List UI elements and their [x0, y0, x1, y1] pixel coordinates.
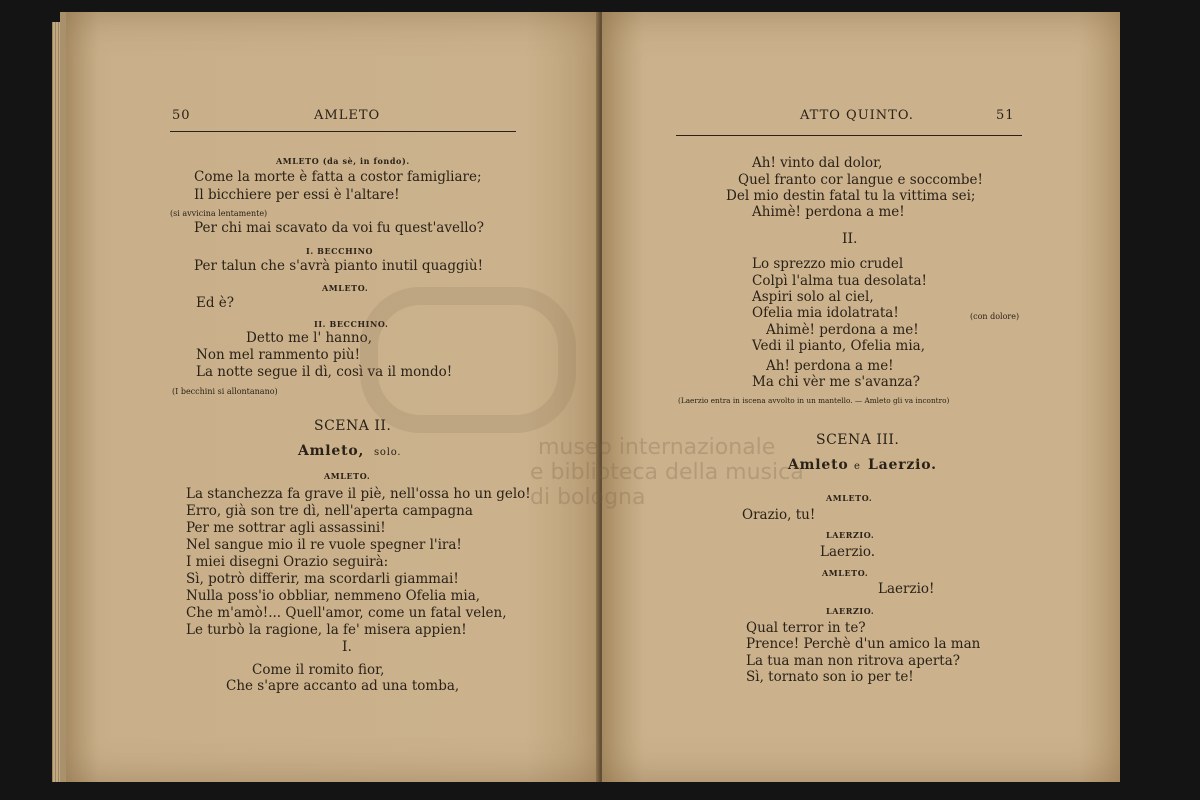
- header-rule: [170, 131, 516, 132]
- speaker-label: AMLETO.: [822, 568, 869, 578]
- watermark-logo: [360, 287, 576, 433]
- verse-line: Nulla poss'io obbliar, nemmeno Ofelia mia,: [186, 588, 481, 604]
- stage-direction: (si avvicina lentamente): [170, 209, 268, 218]
- stanza-number: I.: [342, 639, 352, 655]
- verse-line: Laerzio.: [820, 544, 876, 560]
- verse-line: Del mio destin fatal tu la vittima sei;: [726, 188, 976, 204]
- watermark-line: e biblioteca della musica: [530, 460, 804, 485]
- verse-line: Ahimè! perdona a me!: [752, 204, 905, 220]
- verse-line: Ah! perdona a me!: [766, 358, 894, 374]
- page-edges: [52, 22, 60, 782]
- speaker-label: LAERZIO.: [826, 606, 875, 616]
- speaker-label: LAERZIO.: [826, 530, 875, 540]
- watermark-line: museo internazionale: [538, 435, 776, 460]
- verse-line: La stanchezza fa grave il piè, nell'ossa ho un gelo!: [186, 486, 531, 502]
- stage-direction: (Laerzio entra in iscena avvolto in un mantello. — Amleto gli va incontro): [678, 396, 950, 405]
- scene-characters: Amleto: [788, 457, 849, 473]
- verse-line: Lo sprezzo mio crudel: [752, 256, 904, 272]
- page-number: 51: [996, 108, 1015, 123]
- header-rule: [676, 135, 1022, 136]
- verse-line: Che s'apre accanto ad una tomba,: [226, 678, 460, 694]
- verse-line: I miei disegni Orazio seguirà:: [186, 554, 389, 570]
- verse-line: La tua man non ritrova aperta?: [746, 653, 960, 669]
- verse-line: La notte segue il dì, così va il mondo!: [196, 364, 453, 380]
- verse-line: Orazio, tu!: [742, 507, 816, 523]
- verse-line: Laerzio!: [878, 581, 935, 597]
- verse-line: Detto me l' hanno,: [246, 330, 373, 346]
- verse-line: Nel sangue mio il re vuole spegner l'ira!: [186, 537, 462, 553]
- right-page: [602, 12, 1120, 782]
- speaker-label: AMLETO.: [322, 283, 369, 293]
- open-book: [60, 12, 1120, 792]
- verse-line: Che m'amò!... Quell'amor, come un fatal velen,: [186, 605, 507, 621]
- verse-line: Quel franto cor langue e soccombe!: [738, 172, 983, 188]
- verse-line: Ahimè! perdona a me!: [766, 322, 919, 338]
- verse-line: Erro, già son tre dì, nell'aperta campagna: [186, 503, 473, 519]
- verse-line: Per me sottrar agli assassini!: [186, 520, 386, 536]
- speaker-label: AMLETO.: [826, 493, 873, 503]
- verse-line: Come la morte è fatta a costor famigliare;: [194, 169, 482, 185]
- verse-line: Ofelia mia idolatrata!: [752, 305, 899, 321]
- verse-line: Vedi il pianto, Ofelia mia,: [752, 338, 926, 354]
- scene-heading: SCENA III.: [816, 432, 900, 448]
- scene-characters: Amleto,: [298, 443, 365, 459]
- stage-direction: (con dolore): [970, 312, 1020, 321]
- verse-line: Colpì l'alma tua desolata!: [752, 273, 927, 289]
- verse-line: Qual terror in te?: [746, 620, 866, 636]
- speaker-label: AMLETO (da sè, in fondo).: [276, 156, 410, 166]
- running-head: ATTO QUINTO.: [800, 108, 914, 123]
- verse-line: Come il romito fior,: [252, 662, 385, 678]
- scene-heading: SCENA II.: [314, 418, 392, 434]
- verse-line: Aspiri solo al ciel,: [752, 289, 874, 305]
- verse-line: Ah! vinto dal dolor,: [752, 155, 883, 171]
- verse-line: Non mel rammento più!: [196, 347, 361, 363]
- stanza-number: II.: [842, 231, 858, 247]
- watermark-line: di bologna: [530, 485, 646, 510]
- speaker-label: I. BECCHINO: [306, 246, 374, 256]
- verse-line: Per talun che s'avrà pianto inutil quaggiù!: [194, 258, 484, 274]
- verse-line: Prence! Perchè d'un amico la man: [746, 636, 981, 652]
- running-head: AMLETO: [314, 108, 381, 123]
- scene-characters-note: solo.: [374, 447, 402, 458]
- verse-line: Il bicchiere per essi è l'altare!: [194, 187, 400, 203]
- scene-characters-conjunction: e: [854, 461, 861, 472]
- stage-direction: (I becchini si allontanano): [172, 387, 278, 396]
- speaker-label: AMLETO.: [324, 471, 371, 481]
- scene-characters: Laerzio.: [868, 457, 937, 473]
- verse-line: Ed è?: [196, 295, 235, 311]
- verse-line: Sì, tornato son io per te!: [746, 669, 914, 685]
- page-number: 50: [172, 108, 191, 123]
- verse-line: Le turbò la ragione, la fe' misera appien!: [186, 622, 467, 638]
- verse-line: Sì, potrò differir, ma scordarli giammai!: [186, 571, 459, 587]
- verse-line: Ma chi vèr me s'avanza?: [752, 374, 920, 390]
- speaker-label: II. BECCHINO.: [314, 319, 389, 329]
- verse-line: Per chi mai scavato da voi fu quest'avello?: [194, 220, 484, 236]
